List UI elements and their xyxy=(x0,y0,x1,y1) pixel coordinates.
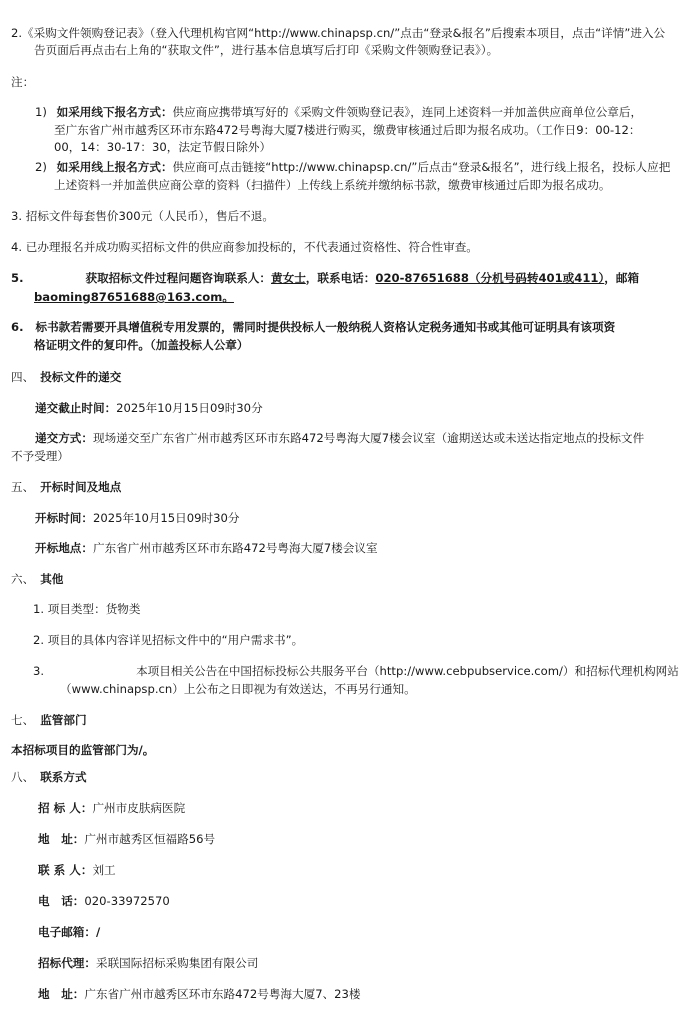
submit-label: 递交方式： xyxy=(35,431,93,445)
item-5-line-1 xyxy=(11,270,698,287)
item-2-line-1: 2.《采购文件领购登记表》（登入代理机构官网“http://www.chinapsp.cn/”点击“登录&报名”后搜索本项目，点击“详情”进入公 xyxy=(11,26,666,40)
item-5-end: 。 xyxy=(222,290,234,304)
open-time-value: 2025年10月15日09时30分 xyxy=(92,511,240,525)
section-6-title: 其他 xyxy=(40,572,64,586)
item-6-text-1: 标书款若需要开具增值税专用发票的，需同时提供投标人一般纳税人资格认定税务通知书或其他可证明具有该项资 xyxy=(35,320,616,334)
supervisor: 本招标项目的监管部门为/。 xyxy=(11,743,155,757)
contact-value: 采联国际招标采购集团有限公司 xyxy=(95,956,259,970)
section-6-heading xyxy=(11,571,698,588)
section-5-heading xyxy=(11,479,698,496)
contact-value: 020-33972570 xyxy=(84,894,170,908)
contact-label: 电 话： xyxy=(38,894,85,908)
section-5-number: 五、 xyxy=(11,480,35,494)
deadline-value: 2025年10月15日09时30分 xyxy=(116,401,263,415)
section-8-title: 联系方式 xyxy=(40,770,87,784)
item-5-contact-name: 黄女士 xyxy=(271,271,306,285)
note-1-number: 1) xyxy=(35,105,47,119)
contact-row xyxy=(38,924,698,941)
item-5-email-label: ，邮箱 xyxy=(604,271,640,285)
contact-value: 广州市越秀区恒福路56号 xyxy=(84,832,216,846)
contact-value: 刘工 xyxy=(92,863,116,877)
item-5-text: 获取招标文件过程问题咨询联系人： xyxy=(85,271,271,285)
other-3-line-1 xyxy=(33,663,698,680)
item-5-line-2 xyxy=(34,289,698,306)
contact-value: / xyxy=(95,925,101,939)
section-4-heading xyxy=(11,369,698,386)
item-4: 4. 已办理报名并成功购买招标文件的供应商参加投标的，不代表通过资格性、符合性审查。 xyxy=(11,240,478,254)
contact-value: 广州市皮肤病医院 xyxy=(92,801,186,815)
note-1-line-2: 至广东省广州市越秀区环市东路472号粤海大厦7楼进行购买，缴费审核通过后即为报名成功。（工作日9：00-12： xyxy=(54,123,641,137)
contact-row xyxy=(38,986,698,1003)
note-2-label: 如采用线上报名方式： xyxy=(56,160,173,174)
note-2-line-2: 上述资料一并加盖供应商公章的资料（扫描件）上传线上系统并缴纳标书款，缴费审核通过后即为报名成功。 xyxy=(54,178,611,192)
other-3-line-2: （www.chinapsp.cn）上公布之日即视为有效送达，不再另行通知。 xyxy=(60,682,416,696)
contact-row xyxy=(38,862,698,879)
other-3-text-1: 本项目相关公告在中国招标投标公共服务平台（http://www.cebpubservice.com/）和招标代理机构网站 xyxy=(136,664,679,678)
note-1-line-3: 00，14：30-17：30，法定节假日除外） xyxy=(54,140,272,154)
item-3: 3. 招标文件每套售价300元（人民币），售后不退。 xyxy=(11,209,274,223)
item-5-phone-label: ，联系电话： xyxy=(305,271,376,285)
note-2-text-1: 供应商可点击链接“http://www.chinapsp.cn/”后点击“登录&报名”，进行线上报名，投标人应把 xyxy=(172,160,671,174)
contact-row xyxy=(38,955,698,972)
open-place-line xyxy=(35,540,698,557)
open-place-value: 广东省广州市越秀区环市东路472号粤海大厦7楼会议室 xyxy=(92,541,378,555)
contact-label: 招标代理： xyxy=(38,956,96,970)
other-1: 1. 项目类型：货物类 xyxy=(33,602,141,616)
note-1-text-1: 供应商应携带填写好的《采购文件领购登记表》，连同上述资料一并加盖供应商单位公章后， xyxy=(172,105,643,119)
open-time-line xyxy=(35,510,698,527)
note-2-line-1 xyxy=(35,159,698,176)
item-6-line-1 xyxy=(11,319,698,336)
deadline-label: 递交截止时间： xyxy=(35,401,117,415)
section-5-title: 开标时间及地点 xyxy=(40,480,122,494)
contact-value: 广东省广州市越秀区环市东路472号粤海大厦7、23楼 xyxy=(84,987,361,1001)
item-5-phone: 020-87651688（分机号码转401或411） xyxy=(375,271,605,285)
open-place-label: 开标地点： xyxy=(35,541,93,555)
contact-label: 招 标 人： xyxy=(38,801,93,815)
contact-label: 地 址： xyxy=(38,832,85,846)
contact-row xyxy=(38,800,698,817)
submit-line-2: 不予受理） xyxy=(11,449,69,463)
item-5-number: 5. xyxy=(11,271,24,285)
note-1-label: 如采用线下报名方式： xyxy=(56,105,173,119)
item-2-line-2: 告页面后再点击右上角的“获取文件”，进行基本信息填写后打印《采购文件领购登记表》）。 xyxy=(34,43,499,57)
section-4-number: 四、 xyxy=(11,370,35,384)
contact-label: 电子邮箱： xyxy=(38,925,96,939)
contact-label: 联 系 人： xyxy=(38,863,93,877)
item-6-line-2: 格证明文件的复印件。（加盖投标人公章） xyxy=(34,338,249,352)
note-label: 注： xyxy=(11,75,35,89)
section-8-heading xyxy=(11,769,698,786)
contact-row xyxy=(38,831,698,848)
section-7-heading xyxy=(11,712,698,729)
note-2-number: 2) xyxy=(35,160,47,174)
section-8-number: 八、 xyxy=(11,770,35,784)
submit-text-1: 现场递交至广东省广州市越秀区环市东路472号粤海大厦7楼会议室（逾期送达或未送达指定地点的投标文件 xyxy=(92,431,645,445)
submit-line-1 xyxy=(35,430,698,447)
section-4-title: 投标文件的递交 xyxy=(40,370,122,384)
other-2: 2. 项目的具体内容详见招标文件中的“用户需求书”。 xyxy=(33,633,304,647)
contact-row xyxy=(38,893,698,910)
note-1-line-1 xyxy=(35,104,698,121)
item-6-number: 6. xyxy=(11,320,24,334)
deadline-line xyxy=(35,400,698,417)
other-3-number: 3. xyxy=(33,664,45,678)
section-7-title: 监管部门 xyxy=(40,713,87,727)
item-5-email[interactable]: baoming87651688@163.com xyxy=(34,290,223,304)
section-7-number: 七、 xyxy=(11,713,35,727)
contact-label: 地 址： xyxy=(38,987,85,1001)
open-time-label: 开标时间： xyxy=(35,511,93,525)
section-6-number: 六、 xyxy=(11,572,35,586)
